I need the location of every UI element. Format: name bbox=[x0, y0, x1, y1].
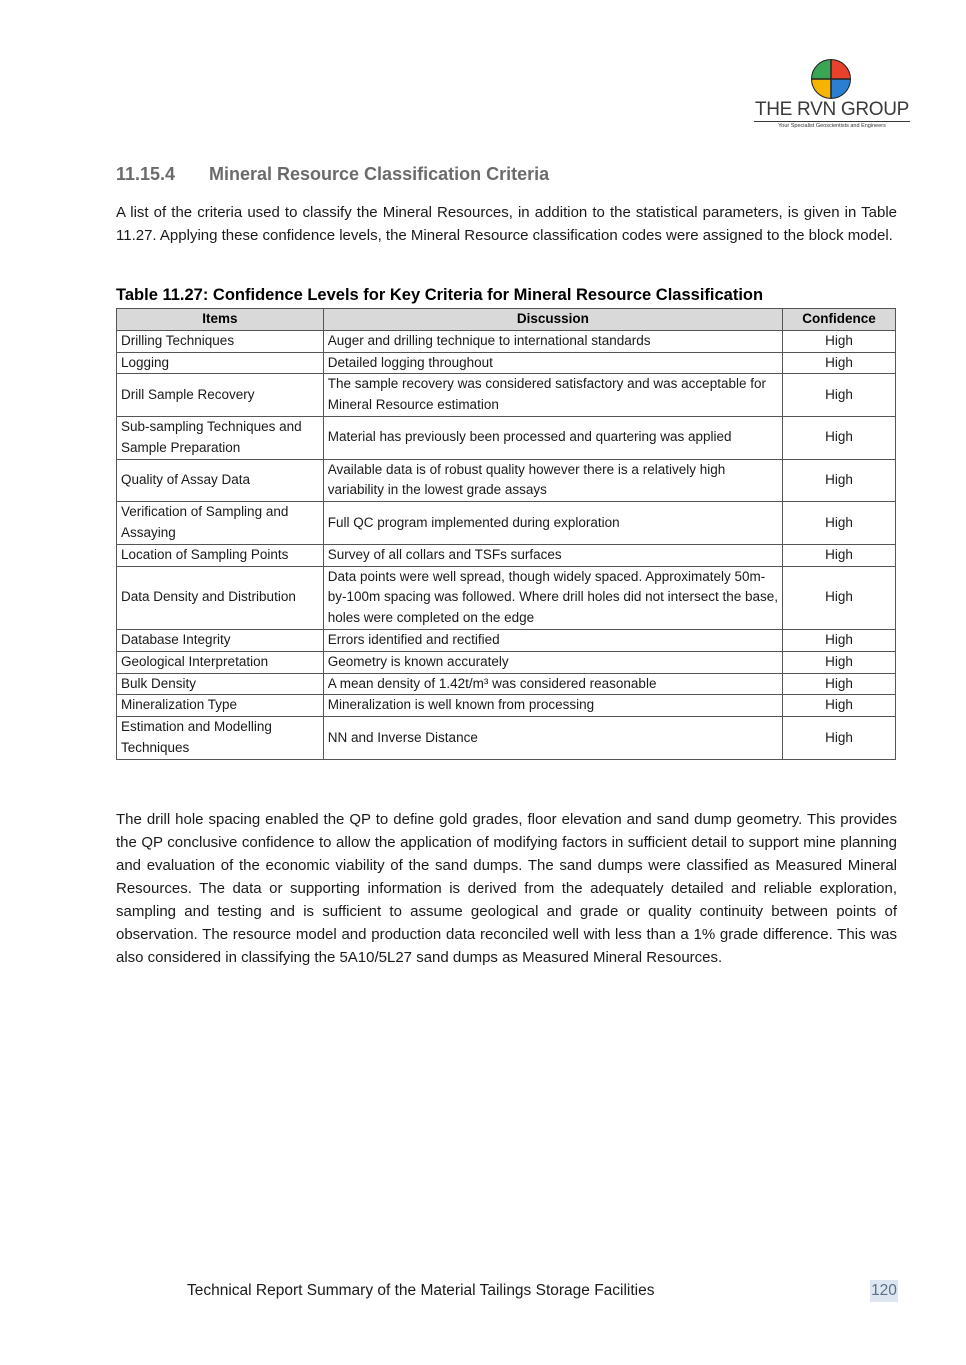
confidence-criteria-table bbox=[116, 308, 896, 760]
table-row bbox=[117, 352, 896, 374]
cell-confidence: High bbox=[783, 566, 896, 629]
cell-item: Bulk Density bbox=[117, 673, 324, 695]
table-row bbox=[117, 544, 896, 566]
section-heading bbox=[116, 163, 549, 185]
cell-item: Location of Sampling Points bbox=[117, 544, 324, 566]
cell-confidence: High bbox=[783, 695, 896, 717]
cell-confidence: High bbox=[783, 459, 896, 502]
cell-item: Quality of Assay Data bbox=[117, 459, 324, 502]
cell-discussion: Auger and drilling technique to international standards bbox=[323, 330, 782, 352]
cell-confidence: High bbox=[783, 330, 896, 352]
cell-item: Drilling Techniques bbox=[117, 330, 324, 352]
footer-title: Technical Report Summary of the Material Tailings Storage Facilities bbox=[187, 1282, 655, 1299]
cell-confidence: High bbox=[783, 352, 896, 374]
table-row bbox=[117, 374, 896, 417]
cell-discussion: The sample recovery was considered satisfactory and was acceptable for Mineral Resource estimation bbox=[323, 374, 782, 417]
table-header-row bbox=[117, 309, 896, 331]
cell-item: Estimation and Modelling Techniques bbox=[117, 717, 324, 760]
table-caption: Table 11.27: Confidence Levels for Key Criteria for Mineral Resource Classification bbox=[116, 286, 764, 304]
cell-confidence: High bbox=[783, 651, 896, 673]
table-row bbox=[117, 629, 896, 651]
cell-discussion: Detailed logging throughout bbox=[323, 352, 782, 374]
cell-discussion: Errors identified and rectified bbox=[323, 629, 782, 651]
logo-name: THE RVN GROUP bbox=[754, 99, 910, 120]
cell-confidence: High bbox=[783, 502, 896, 545]
header-confidence: Confidence bbox=[783, 309, 896, 331]
cell-confidence: High bbox=[783, 717, 896, 760]
cell-item: Geological Interpretation bbox=[117, 651, 324, 673]
cell-discussion: Data points were well spread, though widely spaced. Approximately 50m-by-100m spacing was followed. Where drill holes did not intersect the base, holes were completed on the edge bbox=[323, 566, 782, 629]
cell-discussion: Available data is of robust quality however there is a relatively high variability in the lowest grade assays bbox=[323, 459, 782, 502]
cell-confidence: High bbox=[783, 416, 896, 459]
company-logo bbox=[752, 58, 912, 133]
table-row bbox=[117, 673, 896, 695]
table-row bbox=[117, 717, 896, 760]
cell-discussion: A mean density of 1.42t/m³ was considered reasonable bbox=[323, 673, 782, 695]
cell-item: Logging bbox=[117, 352, 324, 374]
cell-confidence: High bbox=[783, 374, 896, 417]
table-row bbox=[117, 459, 896, 502]
header-discussion: Discussion bbox=[323, 309, 782, 331]
logo-tagline: Your Specialist Geoscientists and Engineers bbox=[778, 123, 886, 129]
cell-item: Mineralization Type bbox=[117, 695, 324, 717]
cell-discussion: Full QC program implemented during exploration bbox=[323, 502, 782, 545]
cell-confidence: High bbox=[783, 673, 896, 695]
table-row bbox=[117, 695, 896, 717]
rvn-logo-icon bbox=[810, 58, 852, 100]
cell-confidence: High bbox=[783, 544, 896, 566]
section-number: 11.15.4 bbox=[116, 164, 176, 184]
cell-discussion: Geometry is known accurately bbox=[323, 651, 782, 673]
page-number: 120 bbox=[870, 1280, 898, 1302]
section-title: Mineral Resource Classification Criteria bbox=[209, 164, 550, 184]
cell-item: Verification of Sampling and Assaying bbox=[117, 502, 324, 545]
cell-discussion: Mineralization is well known from processing bbox=[323, 695, 782, 717]
table-row bbox=[117, 566, 896, 629]
table-row bbox=[117, 330, 896, 352]
intro-paragraph: A list of the criteria used to classify the Mineral Resources, in addition to the statistical parameters, is given in Table 11.27. Applying these confidence levels, the Mineral Resource classification codes were assigned to the block model. bbox=[116, 204, 897, 244]
cell-item: Data Density and Distribution bbox=[117, 566, 324, 629]
cell-item: Sub-sampling Techniques and Sample Preparation bbox=[117, 416, 324, 459]
header-items: Items bbox=[117, 309, 324, 331]
cell-item: Database Integrity bbox=[117, 629, 324, 651]
closing-paragraph: The drill hole spacing enabled the QP to define gold grades, floor elevation and sand dump geometry. This provides the QP conclusive confidence to allow the application of modifying factors in sufficient detail to support mine planning and evaluation of the economic viability of the sand dumps. The sand dumps were classified as Measured Mineral Resources. The data or supporting information is derived from the adequately detailed and reliable exploration, sampling and testing and is sufficient to assume geological and grade or quality continuity between points of observation. The resource model and production data reconciled well with less than a 1% grade difference. This was also considered in classifying the 5A10/5L27 sand dumps as Measured Mineral Resources. bbox=[116, 811, 897, 966]
table-row bbox=[117, 502, 896, 545]
cell-item: Drill Sample Recovery bbox=[117, 374, 324, 417]
table-body bbox=[117, 330, 896, 759]
table-row bbox=[117, 651, 896, 673]
cell-discussion: Survey of all collars and TSFs surfaces bbox=[323, 544, 782, 566]
cell-confidence: High bbox=[783, 629, 896, 651]
cell-discussion: Material has previously been processed and quartering was applied bbox=[323, 416, 782, 459]
cell-discussion: NN and Inverse Distance bbox=[323, 717, 782, 760]
table-row bbox=[117, 416, 896, 459]
